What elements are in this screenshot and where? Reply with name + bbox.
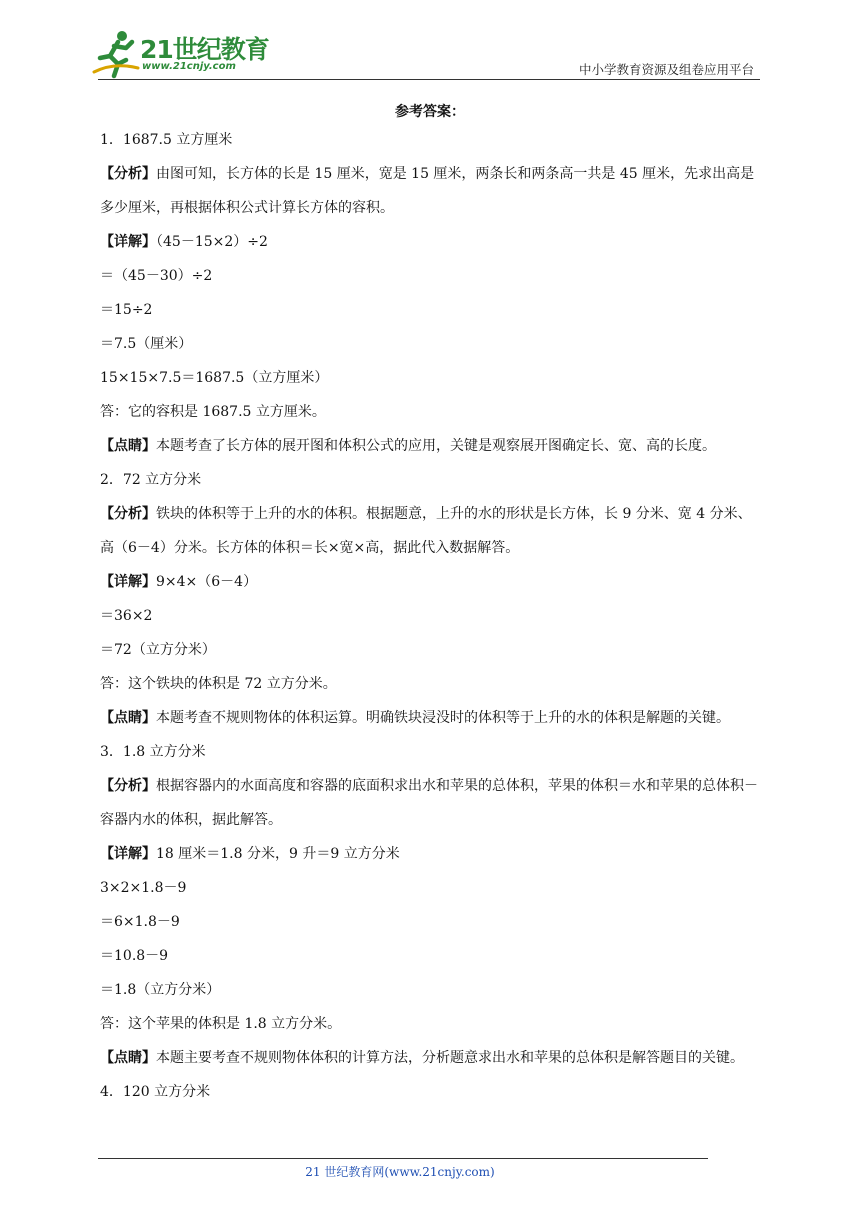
comment-tag: 【点睛】 [100, 1050, 156, 1066]
q3-analysis-text: 根据容器内的水面高度和容器的底面积求出水和苹果的总体积，苹果的体积＝水和苹果的总体积－容器内水的体积，据此解答。 [100, 778, 758, 828]
analysis-tag: 【分析】 [100, 166, 156, 182]
q2-analysis [100, 497, 765, 565]
q1-detail [100, 230, 765, 264]
q2-answer: 2．72 立方分米 [100, 472, 202, 488]
q1-answer: 1．1687.5 立方厘米 [100, 132, 233, 148]
q1-step: ＝7.5（厘米） [100, 336, 193, 352]
page-header [0, 0, 860, 90]
logo-wordmark: 21世纪教育 [140, 35, 269, 64]
header-divider [98, 79, 760, 80]
q1-comment-text: 本题考查了长方体的展开图和体积公式的应用，关键是观察展开图确定长、宽、高的长度。 [156, 438, 716, 454]
q3-detail-text: 18 厘米＝1.8 分米，9 升＝9 立方分米 [156, 846, 400, 862]
platform-name: 中小学教育资源及组卷应用平台 [578, 62, 754, 77]
q1-analysis [100, 157, 765, 225]
answer-content [100, 128, 765, 1114]
q3-detail [100, 842, 765, 876]
q3-answer: 3．1.8 立方分米 [100, 744, 206, 760]
q3-step: ＝6×1.8－9 [100, 914, 180, 930]
q3-comment-text: 本题主要考查不规则物体体积的计算方法，分析题意求出水和苹果的总体积是解答题目的关键。 [156, 1050, 744, 1066]
q2-step: ＝72（立方分米） [100, 642, 216, 658]
q2-comment [100, 706, 765, 740]
q4-answer: 4．120 立方分米 [100, 1084, 211, 1100]
q3-comment [100, 1041, 765, 1075]
q2-detail-text: 9×4×（6－4） [156, 574, 258, 590]
footer-divider [98, 1158, 708, 1159]
q1-step: 15×15×7.5＝1687.5（立方厘米） [100, 370, 329, 386]
q1-step: ＝（45－30）÷2 [100, 268, 213, 284]
detail-tag: 【详解】 [100, 846, 156, 862]
q2-comment-text: 本题考查不规则物体的体积运算。明确铁块浸没时的体积等于上升的水的体积是解题的关键。 [156, 710, 730, 726]
logo-url: www.21cnjy.com [142, 61, 236, 72]
q2-step: ＝36×2 [100, 608, 153, 624]
page-title: 参考答案： [395, 104, 465, 120]
detail-tag: 【详解】 [100, 574, 156, 590]
q3-final-answer: 答：这个苹果的体积是 1.8 立方分米。 [100, 1016, 342, 1032]
q2-detail [100, 570, 765, 604]
q2-analysis-text: 铁块的体积等于上升的水的体积。根据题意，上升的水的形状是长方体，长 9 分米、宽 4 分米、高（6－4）分米。长方体的体积＝长×宽×高，据此代入数据解答。 [100, 506, 752, 556]
analysis-tag: 【分析】 [100, 506, 156, 522]
q3-step: ＝10.8－9 [100, 948, 169, 964]
detail-tag: 【详解】 [100, 234, 156, 250]
q3-step: ＝1.8（立方分米） [100, 982, 221, 998]
q1-detail-text: （45－15×2）÷2 [156, 234, 268, 250]
footer-link[interactable]: 21 世纪教育网(www.21cnjy.com) [305, 1165, 495, 1179]
q1-final-answer: 答：它的容积是 1687.5 立方厘米。 [100, 404, 326, 420]
q1-comment [100, 434, 765, 468]
q1-step: ＝15÷2 [100, 302, 153, 318]
analysis-tag: 【分析】 [100, 778, 156, 794]
comment-tag: 【点睛】 [100, 438, 156, 454]
site-logo[interactable] [92, 28, 269, 80]
q3-analysis [100, 769, 765, 837]
comment-tag: 【点睛】 [100, 710, 156, 726]
q3-step: 3×2×1.8－9 [100, 880, 187, 896]
runner-logo-icon [92, 28, 142, 80]
q2-final-answer: 答：这个铁块的体积是 72 立方分米。 [100, 676, 337, 692]
q1-analysis-text: 由图可知，长方体的长是 15 厘米，宽是 15 厘米，两条长和两条高一共是 45 厘米，先求出高是多少厘米，再根据体积公式计算长方体的容积。 [100, 166, 755, 216]
